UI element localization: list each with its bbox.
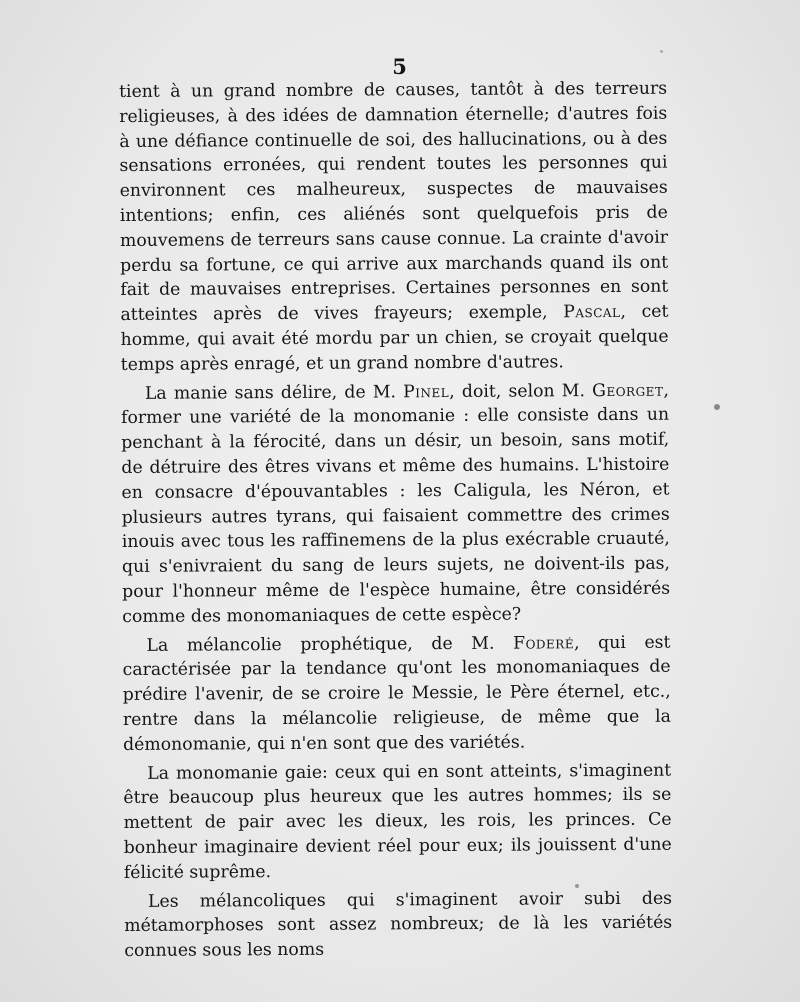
paper-speck bbox=[575, 884, 579, 888]
paragraph-2 bbox=[121, 378, 671, 629]
paragraph-5: Les mélancoliques qui s'imaginent avoir subi des métamorphoses sont assez nombreux; de là les variétés connues sous les noms bbox=[124, 888, 673, 962]
paragraph-1-text-end: , cet homme, qui avait été mordu par un chien, se croyait quelque temps après enragé, et un grand nombre d'autres. bbox=[120, 301, 669, 375]
name-fodere: Foderé bbox=[512, 632, 575, 654]
paragraph-2-text-2: , doit, selon M. bbox=[449, 380, 586, 402]
paragraph-1-text: tient à un grand nombre de causes, tantôt à des terreurs religieuses, à des idées de damnation éternelle; d'autres fois à une défiance continuelle de soi, des hallucinations, ou à des sensations erronées, qui rendent toutes les personnes qui environnent ces malheureux, suspectes de mauvaises intentions; enfin, ces aliénés sont quelquefois pris de mouvemens de terreurs sans cause connue. La crainte d'avoir perdu sa fortune, ce qui arrive aux marchands quand ils ont fait de mauvaises entreprises. Certaines personnes en sont atteintes après de vives frayeurs; exemple, bbox=[119, 78, 669, 326]
paragraph-1 bbox=[119, 77, 669, 378]
paragraph-2-text-3: , former une variété de la monomanie : elle consiste dans un penchant à la férocité, dans un désir, un besoin, sans motif, de détruire des êtres vivans et même des humains. L'histoire en consacre d'épouvantables : les Caligula, les Néron, et plusieurs autres tyrans, qui faisaient commettre des crimes inouis avec tous les raffinemens de la plus exécrable cruauté, qui s'enivraient du sang de leurs sujets, ne doivent-ils pas, pour l'honneur même de l'espèce humaine, être considérés comme des monomaniaques de cette espèce? bbox=[121, 380, 671, 627]
paragraph-4: La monomanie gaie: ceux qui en sont atteints, s'imaginent être beaucoup plus heureux que les autres hommes; ils se mettent de pair avec les dieux, les rois, les princes. Ce bonheur imaginaire devient réel pour eux; ils jouissent d'une félicité suprême. bbox=[123, 760, 672, 883]
paragraph-2-text-1: La manie sans délire, de M. bbox=[144, 381, 397, 404]
paper-speck bbox=[714, 404, 720, 410]
page-number: 5 bbox=[392, 54, 408, 79]
paragraph-3-text-1: La mélancolie prophétique, de M. bbox=[146, 633, 495, 656]
paper-speck bbox=[660, 50, 663, 53]
body-text bbox=[119, 77, 672, 968]
name-georget: Georget bbox=[592, 380, 664, 401]
paragraph-3 bbox=[122, 630, 671, 757]
paragraph-3-text-2: , qui est caractérisée par la tendance qu'ont les monomaniaques de prédire l'avenir, de se croire le Messie, le Père éternel, etc., rentre dans la mélancolie religieuse, de même que la démonomanie, qui n'en sont que des variétés. bbox=[122, 632, 671, 755]
name-pinel: Pinel bbox=[403, 381, 450, 402]
name-pascal: Pascal bbox=[563, 302, 621, 323]
